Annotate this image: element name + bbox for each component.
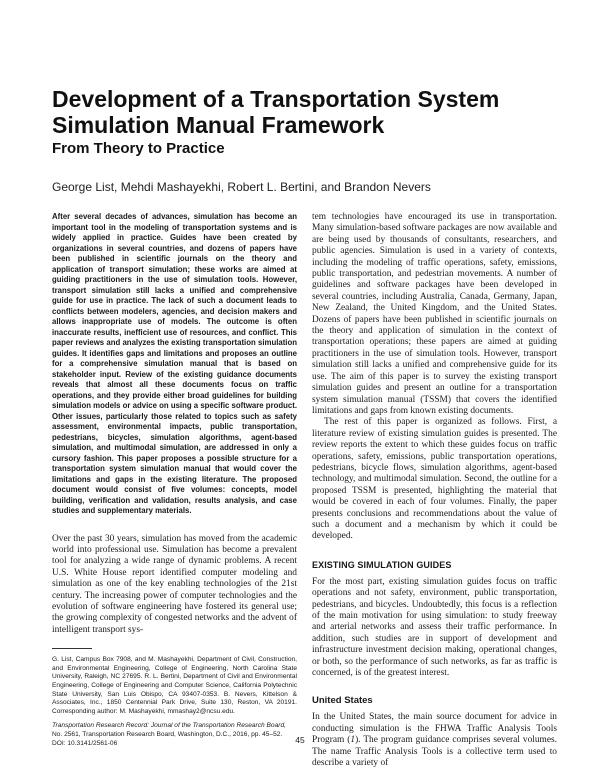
citation-details: No. 2561, Transportation Research Board, Washington, D.C., 2016, pp. 45–52.	[52, 730, 283, 738]
section-heading-existing-guides: EXISTING SIMULATION GUIDES	[312, 559, 452, 570]
author-list: George List, Mehdi Mashayekhi, Robert L. Bertini, and Brandon Nevers	[52, 180, 431, 194]
right-column	[312, 212, 557, 769]
citation-journal: Transportation Research Record: Journal of the Transportation Research Board,	[52, 722, 286, 730]
intro-continued-paragraph: tem technologies have encouraged its use in transportation. Many simulation-based software packages are now available and are being used by thousands of consultants, researchers, and public agencies. Simulation is used in a variety of contexts, including the modeling of traffic operations, safety, emissions, public transportation, and pedestrian movements. A number of guidelines and software packages have been developed in several countries, including Australia, Canada, Germany, Japan, New Zealand, the United Kingdom, and the United States. Dozens of papers have been published in scientific journals on the theory and application of simulation in the context of transportation operations; these papers are aimed at guiding practitioners in the use of simulation tools. However, transport simulation still lacks a unified and comprehensive guide for its use. The aim of this paper is to survey the existing transport simulation guides and present an outline for a transportation system simulation manual (TSSM) that covers the identified limitations and gaps from known existing documents.	[312, 212, 557, 416]
united-states-text-b: ). The program guidance comprises several volumes. The name Traffic Analysis Tools is a collective term used to describe a variety of	[312, 735, 557, 769]
organization-paragraph: The rest of this paper is organized as follows. First, a literature review of existing simulation guides is presented. The review reports the extent to which these guides focus on traffic operations, safety, emissions, public transportation operations, pedestrians, bicycle flows, simulation algorithms, agent-based technology, and multimodal simulation. Second, the outline for a proposed TSSM is presented, highlighting the material that would be covered in each of four volumes. Finally, the paper presents conclusions and recommendations about the value of such a document and a mechanism by which it could be developed.	[312, 417, 557, 542]
footnote-rule	[52, 648, 92, 649]
subsection-heading-united-states: United States	[312, 695, 373, 707]
page-number: 45	[295, 735, 305, 745]
citation-doi[interactable]: DOI: 10.3141/2561-06	[52, 739, 118, 747]
existing-guides-paragraph: For the most part, existing simulation guides focus on traffic operations and not safety, environment, public transportation, pedestrians, and bicycles. Undoubtedly, this focus is a reflection of the main motivation for using simulation: to study freeway and arterial networks and assess their traffic performance. In addition, such studies are in support of development and infrastructure investment decision making, operational changes, or both, so the performance of such networks, as far as traffic is concerned, is of the greatest interest.	[312, 576, 557, 679]
paper-title: Development of a Transportation System Simulation Manual Framework	[52, 86, 500, 138]
reference-marker[interactable]: 1	[350, 735, 356, 746]
intro-paragraph: Over the past 30 years, simulation has moved from the academic world into professional use. Simulation has become a prevalent tool for analyzing a wide range of dynamic problems. A recent U.S. White House report identified computer modeling and simulation as one of the key enabling technologies of the 21st century. The increasing power of computer technologies and the evolution of software engineering have fostered its general use; the growing complexity of congested networks and the advent of intelligent transport sys-	[52, 533, 297, 635]
author-affiliations-footnote: G. List, Campus Box 7908, and M. Mashayekhi, Department of Civil, Construction, and Environmental Engineering, College of Engineering, North Carolina State University, Raleigh, NC 27695. R. L. Bertini, Department of Civil and Environmental Engineering, College of Engineering and Computer Science, California Polytechnic State University, San Luis Obispo, CA 93407-0353. B. Nevers, Kittelson & Associates, Inc., 1850 Centennial Park Drive, Suite 130, Reston, VA 20191. Corresponding author: M. Mashayekhi, mmashay2@ncsu.edu.	[52, 656, 297, 715]
paper-subtitle: From Theory to Practice	[52, 140, 225, 157]
left-column	[52, 212, 297, 748]
united-states-text-a: In the United States, the main source document for advice in conducting simulation is the FHWA Traffic Analysis Tools Program (	[312, 712, 557, 746]
abstract: After several decades of advances, simulation has become an important tool in the modeling of transportation systems and is widely applied in practice. Guides have been created by organizations in several countries, and dozens of papers have been published in scientific journals on the theory and application of transport simulation; these works are aimed at guiding practitioners in the use of simulation tools. However, transport simulation still lacks a unified and comprehensive guide for use in practice. The lack of such a document leads to conflicts between modelers, agencies, and decision makers and allows inappropriate use of models. The outcome is often inaccurate results, inefficient use of resources, and conflict. This paper reviews and analyzes the existing transportation simulation guides. It identifies gaps and limitations and proposes an outline for a comprehensive simulation manual that is based on stakeholder input. Review of the existing guidance documents reveals that almost all these documents focus on traffic operations, and they provide either broad guidelines for building simulation models or advice on using a specific software product. Other issues, particularly those related to topics such as safety assessment, environmental impacts, public transportation, pedestrians, bicycles, simulation algorithms, agent-based simulation, and multimodal simulation, are addressed in only a cursory fashion. This paper proposes a possible structure for a transportation system simulation manual that would cover the limitations and gaps in the existing literature. The proposed document would consist of five volumes: concepts, model building, verification and validation, results analysis, and case studies and supplementary materials.	[52, 212, 297, 515]
